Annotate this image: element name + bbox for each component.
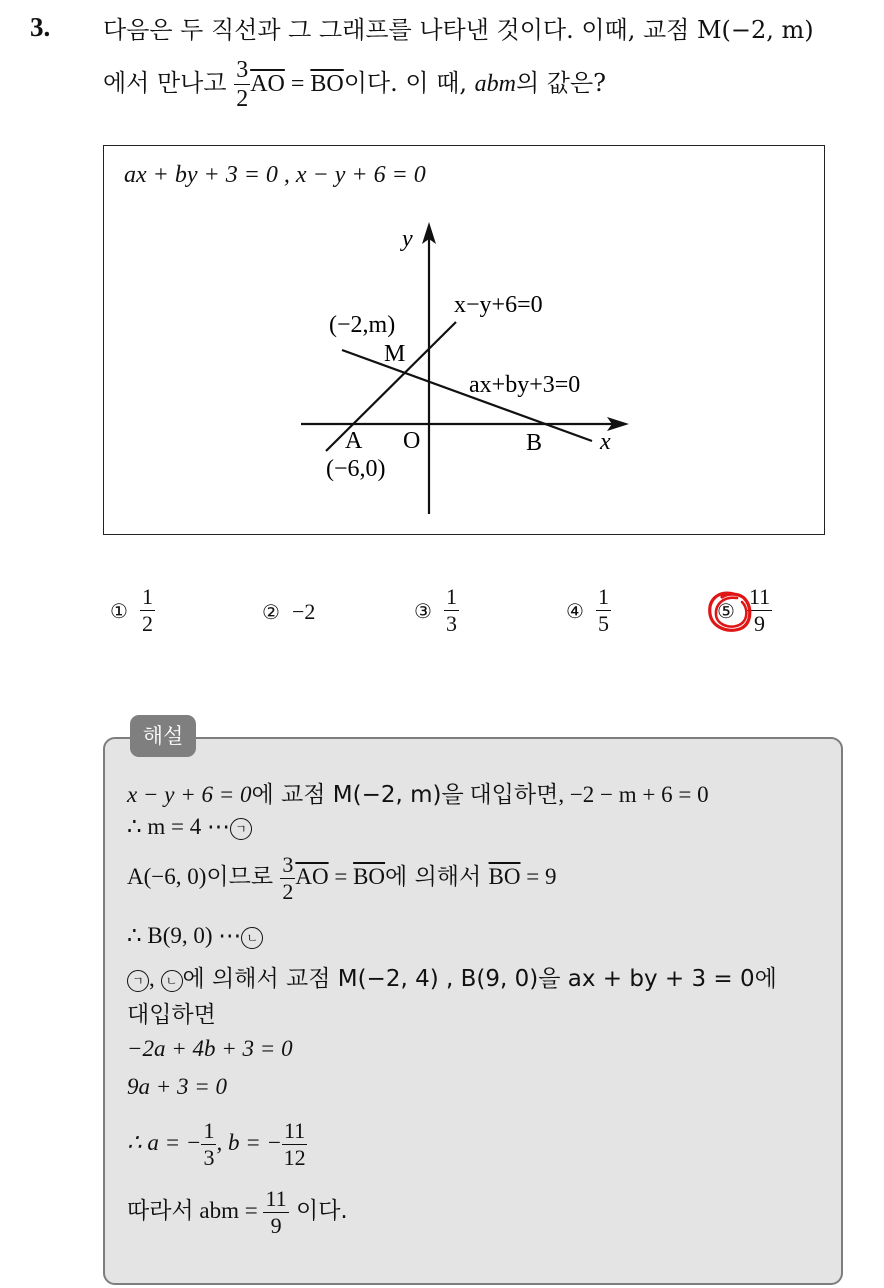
point-m-label: M [384,341,406,367]
question-line-1: 다음은 두 직선과 그 그래프를 나타낸 것이다. 이때, 교점 M(−2, m) [103,16,814,44]
question-text: 에서 만나고 [103,69,235,97]
fraction-three-halves: $\frac{3}{2}$ [236,57,249,112]
solution-line-1: x − y + 6 = 0에 교점 M(−2, m)을 대입하면, −2 − m + 6 = 0 [127,782,709,808]
choice-2[interactable]: ② −2 [262,599,316,624]
solution-line-8: 9a + 3 = 0 [127,1074,228,1099]
segment-ao: $\overline{AO}$ [250,71,285,97]
solution-line-7: −2a + 4b + 3 = 0 [127,1036,293,1061]
axis-label-y: y [402,226,413,252]
answer-circle-mark [704,588,756,638]
solution-line-3: A(−6, 0)이므로 $\frac{3}{2}$ $\overline{AO} = \overline{BO}$에 의해서 $\overline{BO} = 9$ [127,852,557,904]
point-a-label: A [345,428,363,454]
choice-5[interactable]: ⑤ $\frac{11}{9}$ [717,584,771,636]
figure-box [103,145,825,535]
choice-3[interactable]: ③ $\frac{1}{3}$ [414,584,457,636]
question-line-2: 에서 만나고 $\frac{3}{2}$ $\overline{AO} = \overline{BO}$이다. 이 때, abm의 값은? [103,57,607,112]
solution-line-9: ∴ a = − $\frac{1}{3}$ , b = − $\frac{11}{12}$ [127,1118,306,1170]
solution-line-2: ∴ m = 4 ⋯ ㄱ [127,814,252,840]
solution-tag: 해설 [130,715,196,757]
line-graph [104,146,826,536]
line2-label: ax+by+3=0 [469,372,581,398]
circled-label-1: ㄱ [230,818,252,840]
question-number: 3. [30,12,51,42]
line1-label: x−y+6=0 [454,292,543,318]
axis-label-x: x [600,429,611,455]
origin-label: O [403,428,421,454]
segment-bo: $\overline{BO}$ [310,71,344,97]
point-b-label: B [526,430,543,456]
circled-label-2: ㄴ [241,927,263,949]
solution-line-10: 따라서 abm = $\frac{11}{9}$ 이다. [127,1186,348,1238]
abm-term: abm [474,71,516,97]
point-a-coord: (−6,0) [326,456,386,482]
solution-line-4: ∴ B(9, 0) ⋯ ㄴ [127,923,263,949]
solution-line-6: 대입하면 [127,1002,216,1028]
point-m-coord: (−2,m) [329,312,396,338]
choice-4[interactable]: ④ $\frac{1}{5}$ [566,584,609,636]
figure-equations: ax + by + 3 = 0 , x − y + 6 = 0 [124,162,426,188]
choice-1[interactable]: ① $\frac{1}{2}$ [110,584,153,636]
solution-line-5: ㄱ , ㄴ 에 의해서 교점 M(−2, 4) , B(9, 0)을 ax + by + 3 = 0에 [127,960,777,993]
